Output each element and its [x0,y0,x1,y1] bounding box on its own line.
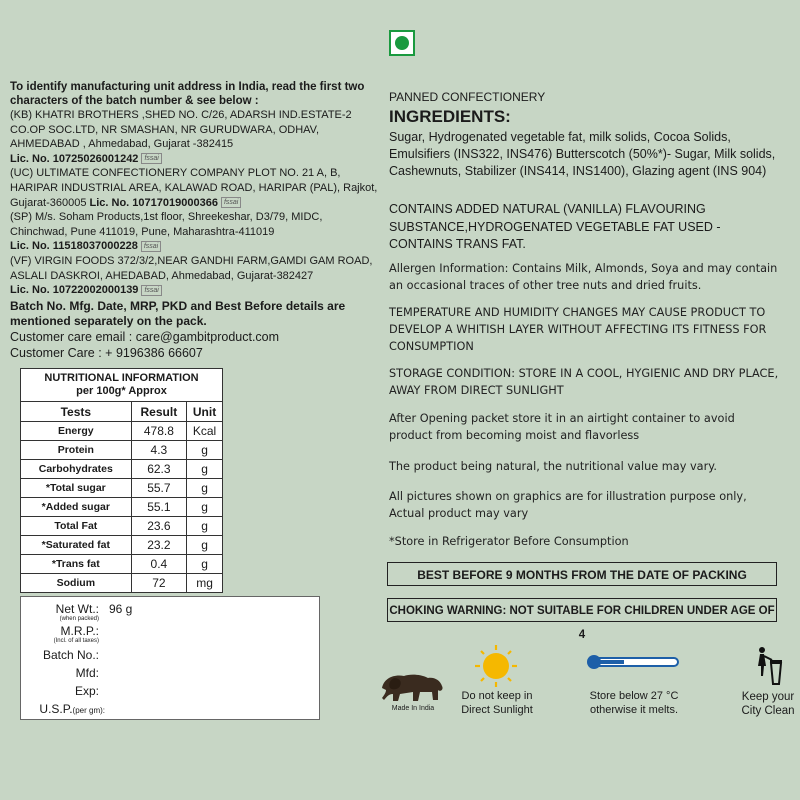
ingredients-title: INGREDIENTS: [389,107,511,126]
license-number: Lic. No. 10722002000139 [10,284,139,297]
exp-label: Exp: [74,684,99,698]
net-wt-value: 96 g [109,602,133,616]
mrp-label: M.R.P.: (Incl. of all taxes) [53,624,99,644]
made-in-india-label: Made In India [391,705,435,712]
sunlight-label: Do not keep in Direct Sunlight [461,690,533,716]
trash-bin-icon [752,646,784,686]
choking-warning-box: CHOKING WARNING: NOT SUITABLE FOR CHILDREN UNDER AGE OF 4 [387,598,777,622]
best-before-box: BEST BEFORE 9 MONTHS FROM THE DATE OF PACKING [387,562,777,586]
nutrition-header-row [21,402,223,422]
table-row: *Trans fat 0.4 g [21,555,223,574]
mfg-unit-sp: (SP) M/s. Soham Products,1st floor, Shreekeshar, D3/79, MIDC, Chinchwad, Pune 411019, Pune, Maharashtra-411019 Lic. No. 11518037000228 fssai [10,211,323,253]
customer-care-email: Customer care email : care@gambitproduct.com [10,329,280,344]
contains-statement: CONTAINS ADDED NATURAL (VANILLA) FLAVOURING SUBSTANCE,HYDROGENATED VEGETABLE FAT USED - CONTAINS TRANS FAT. [389,202,721,251]
table-row: Total Fat 23.6 g [21,517,223,536]
table-row: Carbohydrates 62.3 g [21,460,223,479]
mfg-unit-vf: (VF) VIRGIN FOODS 372/3/2,NEAR GANDHI FARM,GAMDI GAM ROAD, ASLALI DASKROI, AHEDABAD, Ahmedabad, Gujarat-382427 Lic. No. 10722002000139 fssai [10,254,373,297]
batch-label: Batch No.: [42,648,99,662]
table-row: Sodium 72 mg [21,574,223,593]
table-row: Protein 4.3 g [21,441,223,460]
city-clean-label: Keep your City Clean [741,691,795,717]
table-row: *Saturated fat 23.2 g [21,536,223,555]
net-wt-label: Net Wt.: (when packed) [55,602,99,622]
mfd-label: Mfd: [75,666,99,680]
batch-note: Batch No. Mfg. Date, MRP, PKD and Best Before details are mentioned separately on the pack. [10,298,346,328]
temperature-warning: TEMPERATURE AND HUMIDITY CHANGES MAY CAUSE PRODUCT TO DEVELOP A WHITISH LAYER WITHOUT AFFECTING ITS FITNESS FOR CONSUMPTION [389,306,767,353]
nutrition-title: NUTRITIONAL INFORMATION per 100g* Approx [21,369,223,402]
table-row: Energy 478.8 Kcal [21,422,223,441]
license-number: Lic. No. 11518037000228 [10,240,138,253]
customer-care-phone: Customer Care : + 9196386 66607 [10,345,203,360]
license-number: Lic. No. 10725026001242 [10,152,139,165]
pictures-note: All pictures shown on graphics are for illustration purpose only, Actual product may vary [389,490,747,520]
mfg-unit-kb: (KB) KHATRI BROTHERS ,SHED NO. C/26, ADARSH IND.ESTATE-2 CO.OP SOC.LTD, NR SMASHAN, NR GURUDWARA, ODHAV, AHMEDABAD , Ahmedabad, Gujarat -382415 Lic. No. 10725026001242 fssai [10,109,352,165]
manufacturer-section [10,80,380,361]
table-row: *Total sugar 55.7 g [21,479,223,498]
fssai-logo: fssai [141,153,161,164]
net-weight-box [20,596,320,720]
natural-note: The product being natural, the nutritional value may vary. [389,460,717,473]
fssai-logo: fssai [141,285,161,296]
ingredients-text: Sugar, Hydrogenated vegetable fat, milk solids, Cocoa Solids, Emulsifiers (INS322, INS476) Butterscotch (50%*)- Sugar, Milk solids, Cashewnuts, Stabilizer (INS414, INS1400), Glazing agent (INS 904) [389,130,776,178]
mfg-units [10,108,380,298]
column-header: Tests [21,402,132,422]
fssai-logo: fssai [141,241,161,252]
column-header: Unit [187,402,223,422]
mfg-unit-uc: (UC) ULTIMATE CONFECTIONERY COMPANY PLOT NO. 21 A, B, HARIPAR INDUSTRIAL AREA, KALAWAD ROAD, HARIPAR (PAL), Rajkot, Gujarat-360005 Lic. No. 10717019000366 fssai [10,167,378,209]
table-row: *Added sugar 55.1 g [21,498,223,517]
sun-icon [474,644,518,688]
thermometer-icon [586,652,682,672]
usp-label: U.S.P.(per gm): [39,702,105,716]
after-opening-note: After Opening packet store it in an airtight container to avoid product from becoming moist and flavorless [389,412,735,442]
nutrition-table [20,368,223,593]
product-type: PANNED CONFECTIONERY [389,90,546,104]
store-below-label: Store below 27 °C otherwise it melts. [589,690,679,716]
storage-condition: STORAGE CONDITION: STORE IN A COOL, HYGIENIC AND DRY PLACE, AWAY FROM DIRECT SUNLIGHT [389,367,779,397]
fssai-logo: fssai [221,197,241,208]
veg-symbol-icon [389,30,415,56]
allergen-info: Allergen Information: Contains Milk, Almonds, Soya and may contain an occasional traces of other tree nuts and dried fruits. [389,262,778,292]
license-number: Lic. No. 10717019000366 [89,196,218,209]
column-header: Result [131,402,186,422]
lion-icon [380,670,446,704]
mfg-heading: To identify manufacturing unit address in India, read the first two characters of the batch number & see below : [10,81,365,107]
refrigerator-note: *Store in Refrigerator Before Consumption [389,535,629,548]
